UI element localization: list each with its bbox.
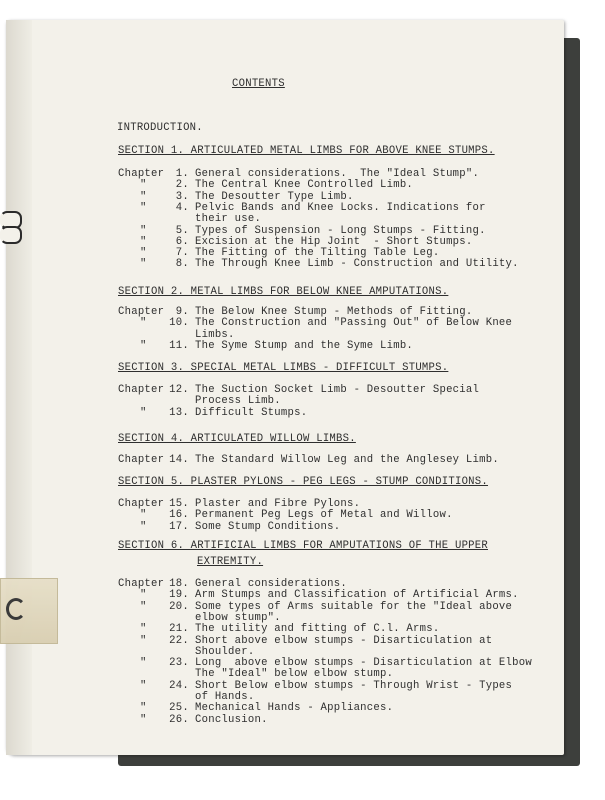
chapter-title-line: of Hands. [195,691,255,703]
chapter-title-line: Conclusion. [195,713,268,726]
ditto-mark: " [140,634,147,647]
ditto-mark: " [140,235,147,248]
chapter-number: 26. [169,713,189,726]
chapter-number: 23. [169,657,189,670]
ditto-mark: " [140,339,147,352]
chapter-title-line: The Through Knee Limb - Construction and Utility. [195,258,519,271]
chapter-word: Chapter [118,306,165,318]
chapter-title-line: General considerations. [195,578,347,590]
chapter-number: 20. [169,600,189,613]
chapter-title-line: The utility and fitting of C.l. Arms. [195,623,440,636]
section-heading: SECTION 4. ARTICULATED WILLOW LIMBS. [118,433,356,445]
chapter-number: 2. [175,179,189,192]
ditto-mark: " [140,623,147,636]
section-heading: SECTION 6. ARTIFICIAL LIMBS FOR AMPUTATIONS OF THE UPPER [118,540,489,552]
page-left-edge [6,20,32,755]
chapter-title-line: Types of Suspension - Long Stumps - Fitting. [195,224,486,237]
ditto-mark: " [140,520,147,533]
binder-ring-hole [0,226,22,244]
ditto-mark: " [140,713,147,726]
chapter-number: 21. [169,623,189,636]
chapter-title-line: Difficult Stumps. [195,406,308,419]
ditto-mark: " [140,201,147,214]
chapter-title-line: Shoulder. [195,645,255,658]
chapter-number: 25. [169,702,189,715]
chapter-number: 11. [169,339,189,352]
chapter-number: 12. [169,384,189,396]
chapter-number: 19. [169,589,189,602]
ditto-mark: " [140,258,147,271]
chapter-number: 8. [175,258,189,271]
chapter-number: 24. [169,679,189,692]
chapter-title-line: elbow stump". [195,611,281,624]
chapter-title-line: The Suction Socket Limb - Desoutter Special [195,384,480,396]
ditto-mark: " [140,509,147,522]
chapter-number: 3. [175,190,189,203]
chapter-title-line: Excision at the Hip Joint - Short Stumps. [195,235,473,248]
chapter-title-line: The Fitting of the Tilting Table Leg. [195,247,440,260]
ditto-mark: " [140,247,147,260]
section-heading-continued: EXTREMITY. [197,556,264,568]
chapter-title-line: Pelvic Bands and Knee Locks. Indications for [195,201,486,214]
ditto-mark: " [140,657,147,670]
chapter-word: Chapter [118,384,165,396]
chapter-number: 10. [169,317,189,330]
chapter-number: 9. [175,306,189,318]
chapter-title-line: Short above elbow stumps - Disarticulation at [195,634,493,647]
chapter-title-line: The Construction and "Passing Out" of Below Knee [195,317,513,330]
ditto-mark: " [140,702,147,715]
chapter-title-line: Short Below elbow stumps - Through Wrist - Types [195,679,513,692]
chapter-number: 15. [169,498,189,510]
ditto-mark: " [140,589,147,602]
introduction-entry: INTRODUCTION. [117,122,203,134]
chapter-word: Chapter [118,454,165,466]
chapter-number: 16. [169,509,189,522]
chapter-number: 14. [169,454,189,466]
chapter-title-line: Arm Stumps and Classification of Artificial Arms. [195,589,519,602]
chapter-title-line: The "Ideal" below elbow stump. [195,668,394,681]
chapter-title-line: Long above elbow stumps - Disarticulation at Elbow [195,657,532,670]
section-heading: SECTION 3. SPECIAL METAL LIMBS - DIFFICULT STUMPS. [118,362,449,374]
section-heading: SECTION 5. PLASTER PYLONS - PEG LEGS - STUMP CONDITIONS. [118,476,489,488]
chapter-title-line: their use. [195,213,262,226]
chapter-title-line: The Desoutter Type Limb. [195,190,354,203]
chapter-title-line: The Central Knee Controlled Limb. [195,179,414,192]
section-heading: SECTION 1. ARTICULATED METAL LIMBS FOR ABOVE KNEE STUMPS. [118,145,495,157]
chapter-title-line: Some types of Arms suitable for the "Ideal above [195,600,513,613]
chapter-number: 17. [169,520,189,533]
chapter-number: 7. [175,247,189,260]
chapter-number: 5. [175,224,189,237]
chapter-title-line: Some Stump Conditions. [195,520,341,533]
chapter-title-line: Mechanical Hands - Appliances. [195,702,394,715]
chapter-word: Chapter [118,168,165,180]
chapter-title-line: General considerations. The "Ideal Stump". [195,168,480,180]
chapter-title-line: The Below Knee Stump - Methods of Fitting. [195,306,473,318]
chapter-title-line: Limbs. [195,328,235,341]
ring-clip-icon [6,598,26,620]
chapter-number: 18. [169,578,189,590]
ditto-mark: " [140,179,147,192]
chapter-number: 1. [175,168,189,180]
chapter-number: 6. [175,235,189,248]
ditto-mark: " [140,600,147,613]
chapter-word: Chapter [118,578,165,590]
chapter-number: 22. [169,634,189,647]
chapter-title-line: Process Limb. [195,395,281,408]
chapter-title-line: Permanent Peg Legs of Metal and Willow. [195,509,453,522]
chapter-number: 4. [175,201,189,214]
ditto-mark: " [140,190,147,203]
chapter-title-line: Plaster and Fibre Pylons. [195,498,361,510]
chapter-word: Chapter [118,498,165,510]
ditto-mark: " [140,406,147,419]
section-heading: SECTION 2. METAL LIMBS FOR BELOW KNEE AMPUTATIONS. [118,286,449,298]
chapter-title-line: The Standard Willow Leg and the Anglesey Limb. [195,454,499,466]
ditto-mark: " [140,679,147,692]
chapter-title-line: The Syme Stump and the Syme Limb. [195,339,414,352]
chapter-number: 13. [169,406,189,419]
ditto-mark: " [140,317,147,330]
page-title: CONTENTS [232,78,285,90]
ditto-mark: " [140,224,147,237]
